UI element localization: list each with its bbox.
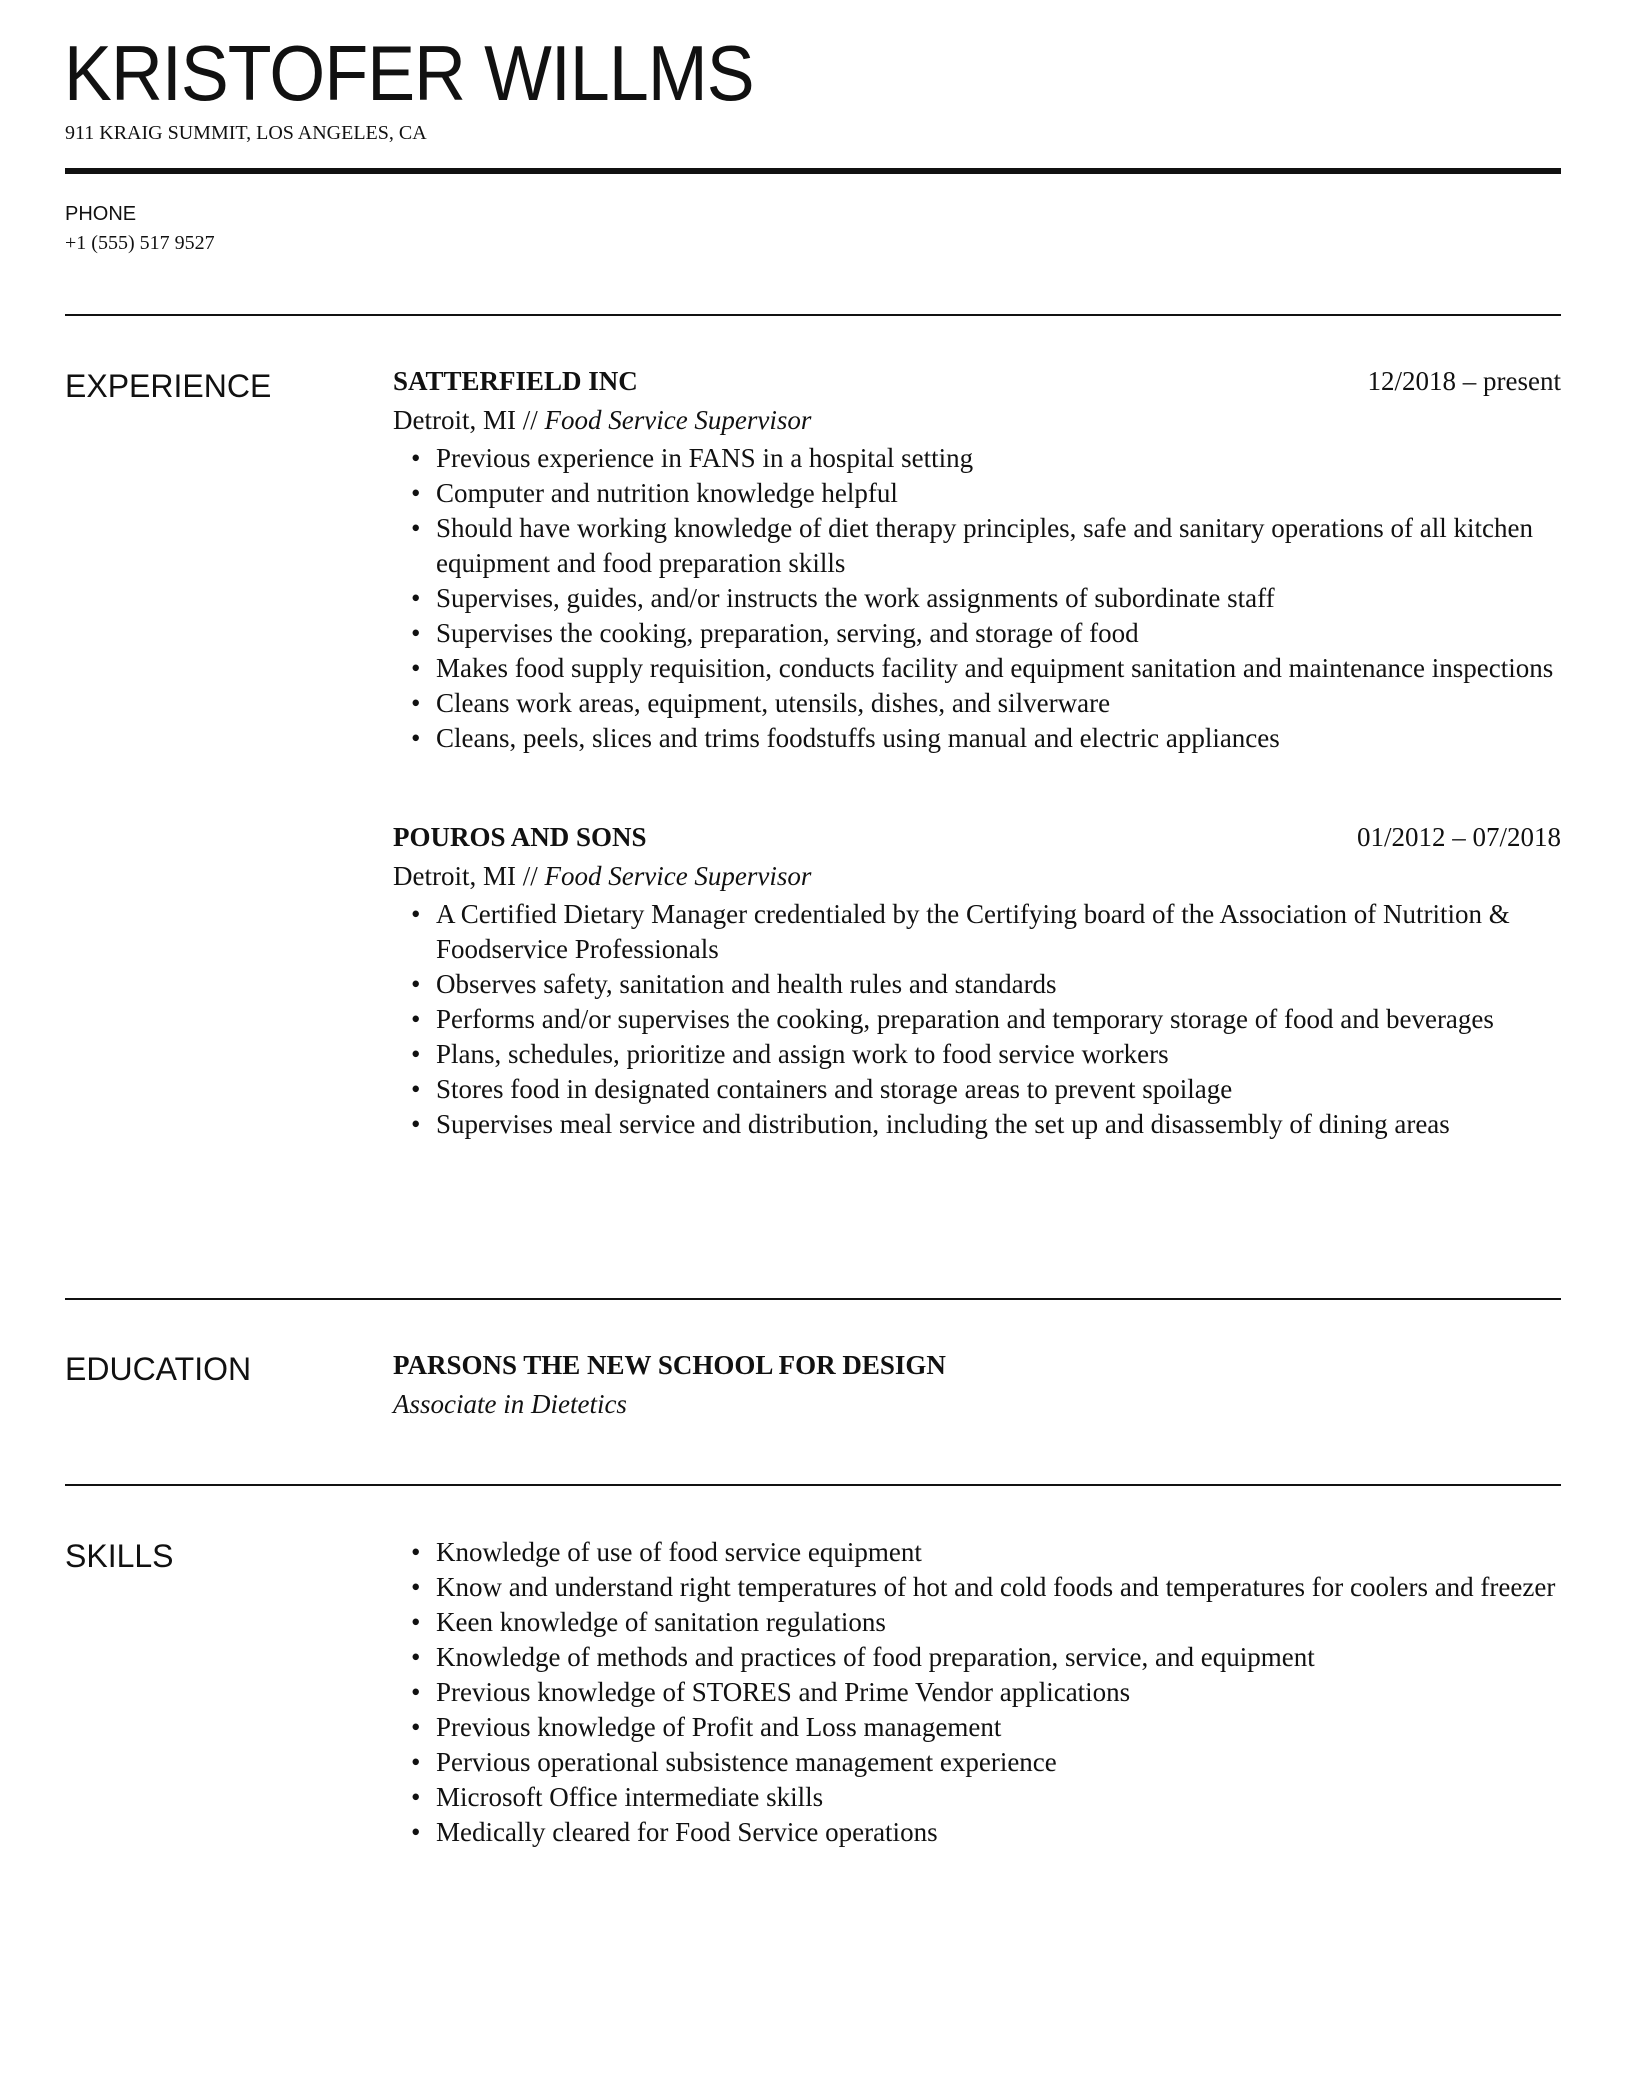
section-divider — [65, 1298, 1561, 1300]
company-name: SATTERFIELD INC — [393, 366, 638, 396]
skill-item: • Know and understand right temperatures of hot and cold foods and temperatures for coolers and freezer — [393, 1570, 1561, 1605]
skill-item: • Knowledge of methods and practices of food preparation, service, and equipment — [393, 1640, 1561, 1675]
list-item: • Supervises meal service and distribution, including the set up and disassembly of dining areas — [393, 1107, 1561, 1142]
address: 911 KRAIG SUMMIT, LOS ANGELES, CA — [65, 122, 427, 144]
skills-section — [393, 1535, 1561, 1850]
job-entry — [393, 820, 1561, 1142]
experience-section — [393, 364, 1561, 1142]
skills-heading: SKILLS — [65, 1538, 174, 1574]
job-bullets — [393, 441, 1561, 756]
job-location: Detroit, MI // — [393, 861, 538, 891]
list-item: • Previous experience in FANS in a hospital setting — [393, 441, 1561, 476]
degree: Associate in Dietetics — [393, 1389, 627, 1419]
section-divider — [65, 314, 1561, 316]
list-item: • A Certified Dietary Manager credentialed by the Certifying board of the Association of Nutrition & Foodservice Professionals — [393, 897, 1561, 967]
job-role: Food Service Supervisor — [544, 405, 812, 435]
education-entry — [393, 1348, 1561, 1422]
company-name: POUROS AND SONS — [393, 822, 647, 852]
skill-item: • Medically cleared for Food Service operations — [393, 1815, 1561, 1850]
list-item: • Should have working knowledge of diet therapy principles, safe and sanitary operations of all kitchen equipment and food preparation skills — [393, 511, 1561, 581]
skill-item: • Pervious operational subsistence management experience — [393, 1745, 1561, 1780]
phone-value: +1 (555) 517 9527 — [65, 232, 215, 254]
experience-heading: EXPERIENCE — [65, 368, 272, 404]
list-item: • Computer and nutrition knowledge helpful — [393, 476, 1561, 511]
skills-list — [393, 1535, 1561, 1850]
job-location: Detroit, MI // — [393, 405, 538, 435]
candidate-name: KRISTOFER WILLMS — [64, 29, 754, 117]
phone-label: PHONE — [65, 203, 137, 225]
list-item: • Supervises, guides, and/or instructs the work assignments of subordinate staff — [393, 581, 1561, 616]
list-item: • Observes safety, sanitation and health rules and standards — [393, 967, 1561, 1002]
job-dates: 01/2012 – 07/2018 — [1356, 822, 1561, 852]
job-role: Food Service Supervisor — [544, 861, 812, 891]
list-item: • Performs and/or supervises the cooking, preparation and temporary storage of food and beverages — [393, 1002, 1561, 1037]
list-item: • Cleans, peels, slices and trims foodstuffs using manual and electric appliances — [393, 721, 1561, 756]
list-item: • Supervises the cooking, preparation, serving, and storage of food — [393, 616, 1561, 651]
skill-item: • Previous knowledge of STORES and Prime Vendor applications — [393, 1675, 1561, 1710]
skill-item: • Knowledge of use of food service equipment — [393, 1535, 1561, 1570]
list-item: • Stores food in designated containers and storage areas to prevent spoilage — [393, 1072, 1561, 1107]
skill-item: • Previous knowledge of Profit and Loss management — [393, 1710, 1561, 1745]
job-dates: 12/2018 – present — [1367, 366, 1561, 396]
education-heading: EDUCATION — [65, 1351, 252, 1387]
job-bullets — [393, 897, 1561, 1142]
school-name: PARSONS THE NEW SCHOOL FOR DESIGN — [393, 1350, 946, 1380]
list-item: • Plans, schedules, prioritize and assign work to food service workers — [393, 1037, 1561, 1072]
list-item: • Makes food supply requisition, conducts facility and equipment sanitation and maintenance inspections — [393, 651, 1561, 686]
skill-item: • Keen knowledge of sanitation regulations — [393, 1605, 1561, 1640]
skill-item: • Microsoft Office intermediate skills — [393, 1780, 1561, 1815]
section-divider — [65, 1484, 1561, 1486]
job-entry — [393, 364, 1561, 756]
header-divider — [65, 168, 1561, 174]
list-item: • Cleans work areas, equipment, utensils, dishes, and silverware — [393, 686, 1561, 721]
